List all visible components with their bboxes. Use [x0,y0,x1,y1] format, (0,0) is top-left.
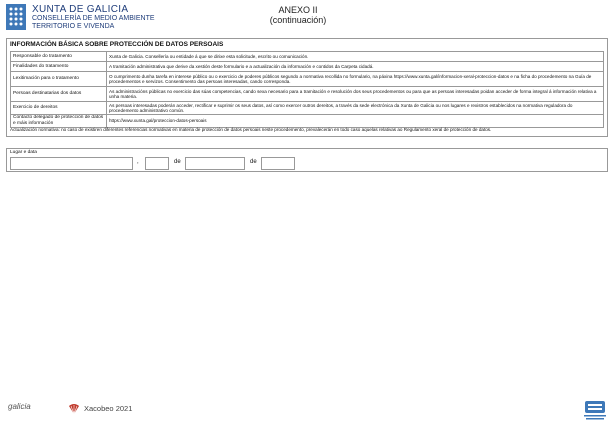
day-field[interactable] [145,157,169,170]
annex-subtitle: (continuación) [269,15,327,25]
row-value: As administracións públicas no exercicio das súas competencias, cando sexa necesario para a tramitación e resolución dos seus procedementos ou para que as persoas interesadas poidan acceder de forma integral á información relativa a unha materia. [107,87,604,102]
table-row [11,114,604,127]
row-label: Finalidades do tratamento [11,62,107,72]
section-title: INFORMACIÓN BÁSICA SOBRE PROTECCIÓN DE DATOS PERSOAIS [10,41,224,48]
igualdade-emblem-icon [582,399,608,423]
row-label: Persoas destinatarias dos datos [11,87,107,102]
row-label: Lexitimación para o tratamento [11,72,107,87]
scallop-shell-icon [68,403,80,415]
update-note: Actualización normativa: no caso de existiren diferentes referencias normativas en materia de protección de datos persoais neste procedemento, prevalecerán en todo caso aquelas relativas ao Regulamento xeral de protección de datos. [10,127,492,132]
place-date-label: Lugar e data [10,150,37,155]
comma-separator: , [137,159,139,165]
de-separator-2: de [250,159,257,165]
table-row [11,102,604,115]
department-line-2: TERRITORIO E VIVENDA [32,23,115,30]
row-value: A tramitación administrativa que derive da xestión deste formulario e a actualización da información e contidos da Carpeta cidadá. [107,62,604,72]
row-label: Exercicio de dereitos [11,102,107,115]
data-protection-table [10,51,604,128]
row-value: As persoas interesadas poderán acceder, rectificar e suprimir os seus datos, así como exercer outros dereitos, a través da sede electrónica da Xunta de Galicia ou nos lugares e rexistros establecidos na normativa reguladora do procedemento administrativo común. [107,102,604,115]
department-line-1: CONSELLERÍA DE MEDIO AMBIENTE [32,15,155,22]
month-field[interactable] [185,157,245,170]
row-label: Responsable do tratamento [11,52,107,62]
table-row [11,62,604,72]
table-row [11,87,604,102]
document-header [6,4,608,34]
year-field[interactable] [261,157,295,170]
department-block [32,4,155,31]
data-protection-section [6,38,608,137]
row-value: Xunta de Galicia. Consellería ou entidade á que se dirixe esta solicitude, escrito ou comunicación. [107,52,604,62]
place-date-section [6,148,608,172]
annex-title: ANEXO II [278,5,318,15]
table-row [11,52,604,62]
document-footer [0,396,614,426]
xacobeo-logo: Xacobeo 2021 [84,404,133,413]
xunta-crest-icon [6,4,26,30]
table-row [11,72,604,87]
row-value: O cumprimento dunha tarefa en interese público ou o exercicio de poderes públicos segundo a normativa recollida no formulario, na páxina https://www.xunta.gal/informacion-xeral-proteccion-datos e na ficha do procedemento na Guía de procedementos e servizos. Consentimento das persoas interesadas, cando corresponda. [107,72,604,87]
brand-name: XUNTA DE GALICIA [32,4,129,15]
place-field[interactable] [10,157,133,170]
galicia-logo: galicia [8,402,31,411]
de-separator-1: de [174,159,181,165]
row-label: Contacto delegado de protección de datos e máis información [11,114,107,127]
annex-heading [258,5,338,25]
row-value[interactable]: https://www.xunta.gal/proteccion-datos-persoais [107,114,604,127]
